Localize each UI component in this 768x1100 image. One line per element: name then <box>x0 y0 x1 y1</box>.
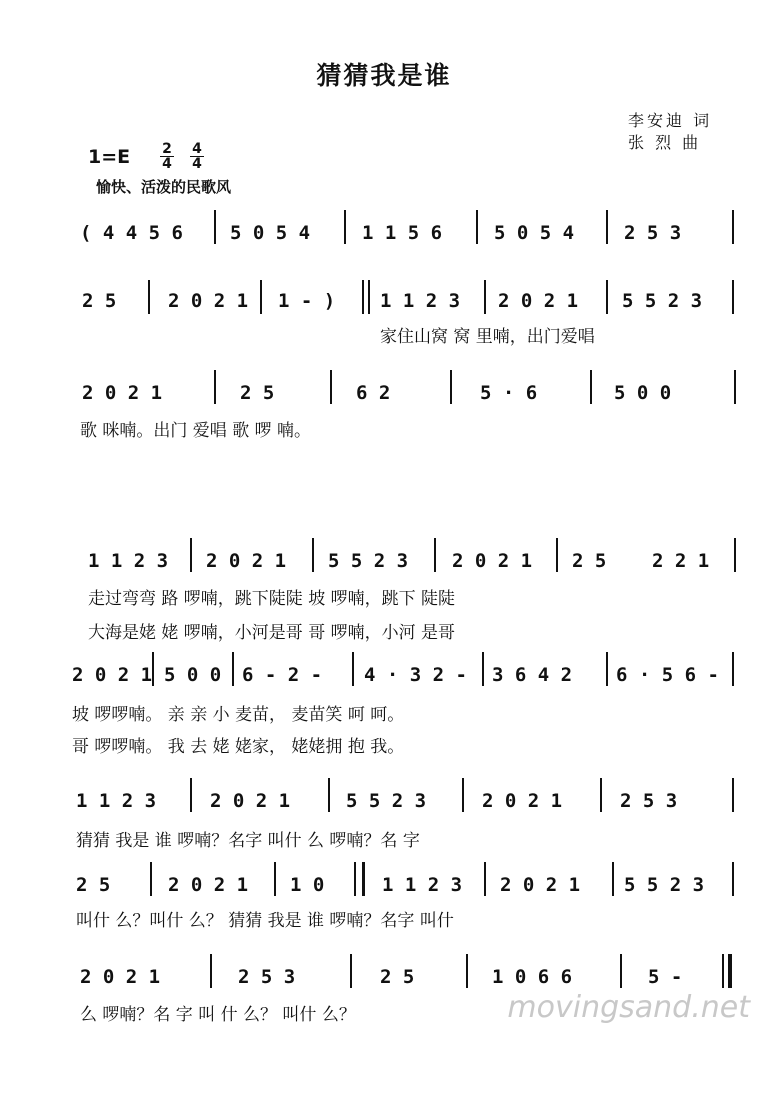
measure: 1 1 2 3 <box>76 790 157 812</box>
measure: 2 5 <box>76 874 111 896</box>
measure: 1 1 2 3 <box>380 290 461 312</box>
measure: 5 0 5 4 <box>494 222 575 244</box>
measure: 1 0 6 6 <box>492 966 573 988</box>
measure: 1 1 5 6 <box>362 222 443 244</box>
measure: 2 5 <box>380 966 415 988</box>
measure: 2 0 2 1 <box>482 790 563 812</box>
measure: 5 5 2 3 <box>328 550 409 572</box>
measure: 2 5 3 <box>624 222 682 244</box>
measure: 5 · 6 <box>480 382 538 404</box>
measure: 2 5 3 <box>238 966 296 988</box>
measure: 2 0 2 1 <box>80 966 161 988</box>
measure: 2 0 2 1 <box>498 290 579 312</box>
time-signature-1: 2 4 <box>160 142 174 171</box>
time-signature-2: 4 4 <box>190 142 204 171</box>
measure: 5 - <box>648 966 683 988</box>
measure: 1 1 2 3 <box>382 874 463 896</box>
measure: 1 1 2 3 <box>88 550 169 572</box>
measure: 5 0 0 <box>614 382 672 404</box>
measure: 1 0 <box>290 874 325 896</box>
measure: ( 4 4 5 6 <box>80 222 183 244</box>
measure: 6 · 5 6 - <box>616 664 719 686</box>
measure: 5 5 2 3 <box>346 790 427 812</box>
measure: 2 0 2 1 <box>452 550 533 572</box>
lyricist-credit: 李安迪 词 <box>628 111 713 130</box>
measure: 6 - 2 - <box>242 664 323 686</box>
key-signature: 1=E <box>88 146 131 168</box>
composer-credit: 张 烈 曲 <box>628 133 702 152</box>
measure: 5 0 5 4 <box>230 222 311 244</box>
song-title: 猜猜我是谁 <box>316 61 452 90</box>
measure: 2 5 <box>572 550 607 572</box>
watermark: movingsand.net <box>507 990 750 1025</box>
measure: 2 5 3 <box>620 790 678 812</box>
measure: 3 6 4 2 <box>492 664 573 686</box>
measure: 6 2 <box>356 382 391 404</box>
measure: 5 5 2 3 <box>624 874 705 896</box>
measure: 4 · 3 2 - <box>364 664 467 686</box>
measure: 1 - ) <box>278 290 336 312</box>
measure: 2 0 2 1 <box>168 874 249 896</box>
measure: 2 0 2 1 <box>168 290 249 312</box>
measure: 2 0 2 1 <box>206 550 287 572</box>
measure: 5 5 2 3 <box>622 290 703 312</box>
measure: 2 0 2 1 <box>82 382 163 404</box>
measure: 2 0 2 1 <box>500 874 581 896</box>
measure: 2 0 2 1 <box>72 664 153 686</box>
measure: 2 5 <box>82 290 117 312</box>
measure: 2 5 <box>240 382 275 404</box>
measure: 2 2 1 <box>652 550 710 572</box>
tempo-marking: 愉快、活泼的民歌风 <box>96 178 232 196</box>
measure: 5 0 0 <box>164 664 222 686</box>
measure: 2 0 2 1 <box>210 790 291 812</box>
